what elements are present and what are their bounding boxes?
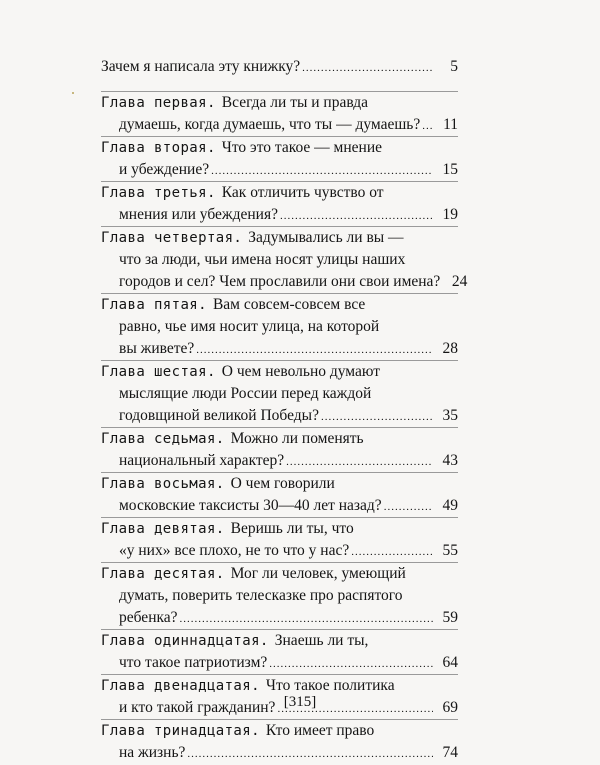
page-number: 74 [442,744,458,761]
toc-entry-chapter[interactable] [101,629,458,674]
toc-entry-chapter[interactable] [101,136,458,181]
chapter-label: Глава пятая. [101,297,207,313]
page-number: 11 [443,116,458,133]
toc-line [101,450,458,472]
page-number: 59 [442,609,458,626]
chapter-title-text: и кто такой гражданин? [119,699,276,716]
dot-leader [196,339,433,361]
chapter-title-text: Веришь ли ты, что [230,520,354,537]
chapter-label: Глава вторая. [101,140,216,156]
toc-entry-chapter[interactable] [101,293,458,360]
chapter-title-text: Кто имеет право [265,722,375,739]
paper-speck [72,92,74,94]
toc-line [101,204,458,226]
toc-line [101,719,458,742]
toc-line [101,472,458,495]
toc-line [101,159,458,181]
page-number: 43 [442,452,458,469]
chapter-title-text: О чем невольно думают [221,363,381,380]
chapter-label: Глава шестая. [101,364,216,380]
toc-line [101,517,458,540]
toc-entry-chapter[interactable] [101,360,458,427]
chapter-title-text: думаешь, когда думаешь, что ты — думаешь? [119,116,421,133]
toc-entry-chapter[interactable] [101,517,458,562]
page-number: 49 [442,497,458,514]
toc-line [101,226,458,249]
chapter-title-text: мыслящие люди России перед каждой [119,385,372,402]
toc-line [101,181,458,204]
dot-leader [302,57,433,79]
page-number: 5 [450,58,458,75]
chapter-title-text: думать, поверить телесказке про распятого [119,587,403,604]
toc-line [101,562,458,585]
dot-leader [286,451,433,473]
toc-line [101,585,458,607]
toc-line [101,136,458,159]
chapter-title-text: на жизнь? [119,744,186,761]
chapter-label: Глава третья. [101,185,216,201]
toc-entry-chapter[interactable] [101,226,468,293]
chapter-title-text: мнения или убеждения? [119,206,278,223]
dot-leader [280,205,433,227]
page-number: 69 [442,699,458,716]
chapter-label: Глава восьмая. [101,476,225,492]
toc-line [101,316,458,338]
page-number: 28 [442,340,458,357]
toc-line [101,360,458,383]
chapter-label: Глава одиннадцатая. [101,633,269,649]
toc-line [101,540,458,562]
chapter-title-text: и убеждение? [119,161,210,178]
toc-entry-chapter[interactable] [101,562,458,629]
dot-leader [211,160,433,182]
toc-line [101,652,458,674]
chapter-title-text: Как отличить чувство от [221,184,384,201]
toc-line [101,91,458,114]
chapter-title-text: Вам совсем-совсем все [212,296,366,313]
toc-line [101,293,458,316]
page-number: 24 [451,273,468,290]
page-number: 64 [442,654,458,671]
chapter-title-text: Задумывались ли вы — [248,229,404,246]
chapter-title-text: ребенка? [119,609,178,626]
chapter-title-text: национальный характер? [119,452,285,469]
toc-line [101,629,458,652]
toc-line [101,607,458,629]
chapter-title-text: Мог ли человек, умеющий [230,565,406,582]
chapter-title-text: Можно ли поменять [230,430,364,447]
chapter-title-text: что такое патриотизм? [119,654,268,671]
chapter-label: Глава тринадцатая. [101,723,260,739]
chapter-title-text: Что такое политика [265,677,395,694]
toc-line [101,495,458,517]
toc-line [101,405,458,427]
dot-leader [180,608,433,630]
chapter-title-text: городов и сел? Чем прославили они свои имена? [119,273,441,290]
page-number: 55 [442,542,458,559]
toc-line [101,338,458,360]
toc-line [101,249,458,271]
toc-entry-preface[interactable] [101,56,458,78]
toc-entry-chapter[interactable] [101,427,458,472]
toc-line [101,427,458,450]
dot-leader [422,115,433,137]
chapter-title-text: «у них» все плохо, не то что у нас? [119,542,350,559]
toc-entry-chapter[interactable] [101,719,458,764]
toc-entry-chapter[interactable] [101,181,458,226]
page-number: 35 [442,407,458,424]
chapter-label: Глава первая. [101,95,216,111]
dot-leader [187,743,433,765]
dot-leader [384,496,433,518]
dot-leader [321,406,433,428]
chapter-label: Глава двенадцатая. [101,678,260,694]
chapter-label: Глава десятая. [101,566,225,582]
toc-entry-chapter[interactable] [101,91,458,136]
chapter-title-text: что за люди, чьи имена носят улицы наших [119,251,406,268]
chapter-title-text: московские таксисты 30—40 лет назад? [119,497,382,514]
chapter-title-text: вы живете? [119,340,195,357]
chapter-title-text: Знаешь ли ты, [274,632,369,649]
toc-entry-chapter[interactable] [101,472,458,517]
chapter-label: Глава седьмая. [101,431,225,447]
dot-leader [351,541,433,563]
page-folio: [315] [283,694,317,710]
chapter-title-text: О чем говорили [230,475,335,492]
table-of-contents [101,56,468,764]
page-number: 15 [442,161,458,178]
toc-entry-title: Зачем я написала эту книжку? [101,58,301,75]
toc-line [101,742,458,764]
chapter-title-text: равно, чье имя носит улица, на которой [119,318,380,335]
chapter-title-text: Что это такое — мнение [221,139,383,156]
chapter-title-text: Всегда ли ты и правда [221,94,369,111]
toc-line [101,271,468,293]
toc-line [101,383,458,405]
chapter-label: Глава девятая. [101,521,225,537]
dot-leader [269,653,433,675]
toc-line [101,114,458,136]
chapter-label: Глава четвертая. [101,230,243,246]
page-number: 19 [442,206,458,223]
chapter-title-text: годовщиной великой Победы? [119,407,319,424]
